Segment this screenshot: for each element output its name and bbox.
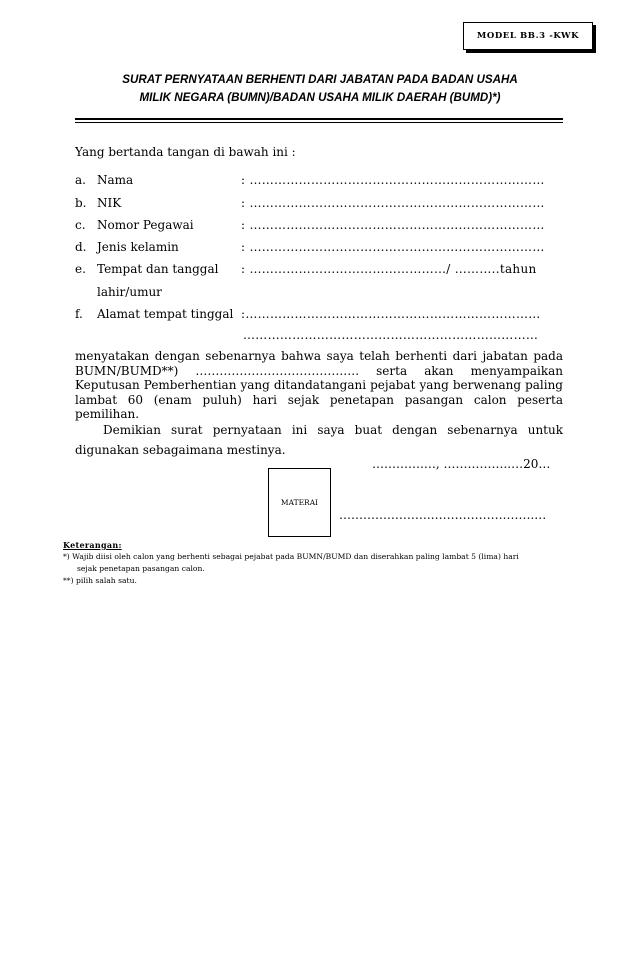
intro-text: Yang bertanda tangan di bawah ini : [75, 145, 296, 159]
signature-line: ………….……….……………….…….… [339, 508, 547, 522]
place-date-line: ………….…, ……………..…20… [372, 457, 551, 471]
note-1-line2: sejak penetapan pasangan calon. [77, 564, 205, 573]
field-letter: c. [75, 218, 86, 232]
title-divider-thick [75, 118, 563, 120]
notes-title: Keterangan: [63, 540, 122, 550]
note-1-line1: *) Wajib diisi oleh calon yang berhenti sebagai pejabat pada BUMN/BUMD dan diserahkan paling lambat 5 (lima) hari [63, 552, 519, 561]
field-label-lahir-umur: lahir/umur [97, 285, 162, 299]
field-letter: b. [75, 196, 87, 210]
field-value-alamat: :……………………………………………………………… [241, 307, 541, 321]
stamp-label: MATERAI [280, 498, 319, 507]
field-value-alamat-line2: ……………………………………………………………… [243, 328, 539, 342]
field-letter: e. [75, 262, 86, 276]
field-label-nik: NIK [97, 196, 122, 210]
field-letter: f. [75, 307, 83, 321]
note-2: **) pilih salah satu. [63, 576, 137, 585]
title-divider-thin [75, 122, 563, 123]
stamp-box [268, 468, 331, 537]
field-label-tempat-tanggal: Tempat dan tanggal [97, 262, 219, 276]
model-label-box [463, 22, 593, 50]
closing-paragraph: Demikian surat pernyataan ini saya buat dengan sebenarnya untuk digunakan sebagaimana mestinya. [75, 423, 563, 457]
statement-paragraph: menyatakan dengan sebenarnya bahwa saya telah berhenti dari jabatan pada BUMN/BUMD**) ……………………………….…. serta akan menyampaikan Keputusan Pemberhentian yang ditandatangani pejabat yang berwenang paling lambat 60 (enam puluh) hari sejak penetapan pasangan calon peserta pemilihan. [75, 349, 563, 422]
field-value-nama: : ……………………………………………………………… [241, 173, 545, 187]
field-value-nik: : ……………………………………………………………… [241, 196, 545, 210]
field-label-jenis-kelamin: Jenis kelamin [97, 240, 179, 254]
document-title-line1: SURAT PERNYATAAN BERHENTI DARI JABATAN PADA BADAN USAHA [122, 73, 518, 86]
field-value-jenis-kelamin: : ……………………………………………………………… [241, 240, 545, 254]
document-title-line2: MILIK NEGARA (BUMN)/BADAN USAHA MILIK DAERAH (BUMD)*) [139, 91, 501, 104]
model-label: MODEL BB.3 -KWK [476, 31, 580, 41]
field-label-nomor-pegawai: Nomor Pegawai [97, 218, 194, 232]
field-letter: d. [75, 240, 87, 254]
field-label-alamat: Alamat tempat tinggal [97, 307, 234, 321]
field-value-nomor-pegawai: : ……………………………………………………………… [241, 218, 545, 232]
field-value-tempat-tanggal: : …………………………………………/ ………..tahun [241, 262, 537, 276]
field-letter: a. [75, 173, 86, 187]
field-label-nama: Nama [97, 173, 134, 187]
